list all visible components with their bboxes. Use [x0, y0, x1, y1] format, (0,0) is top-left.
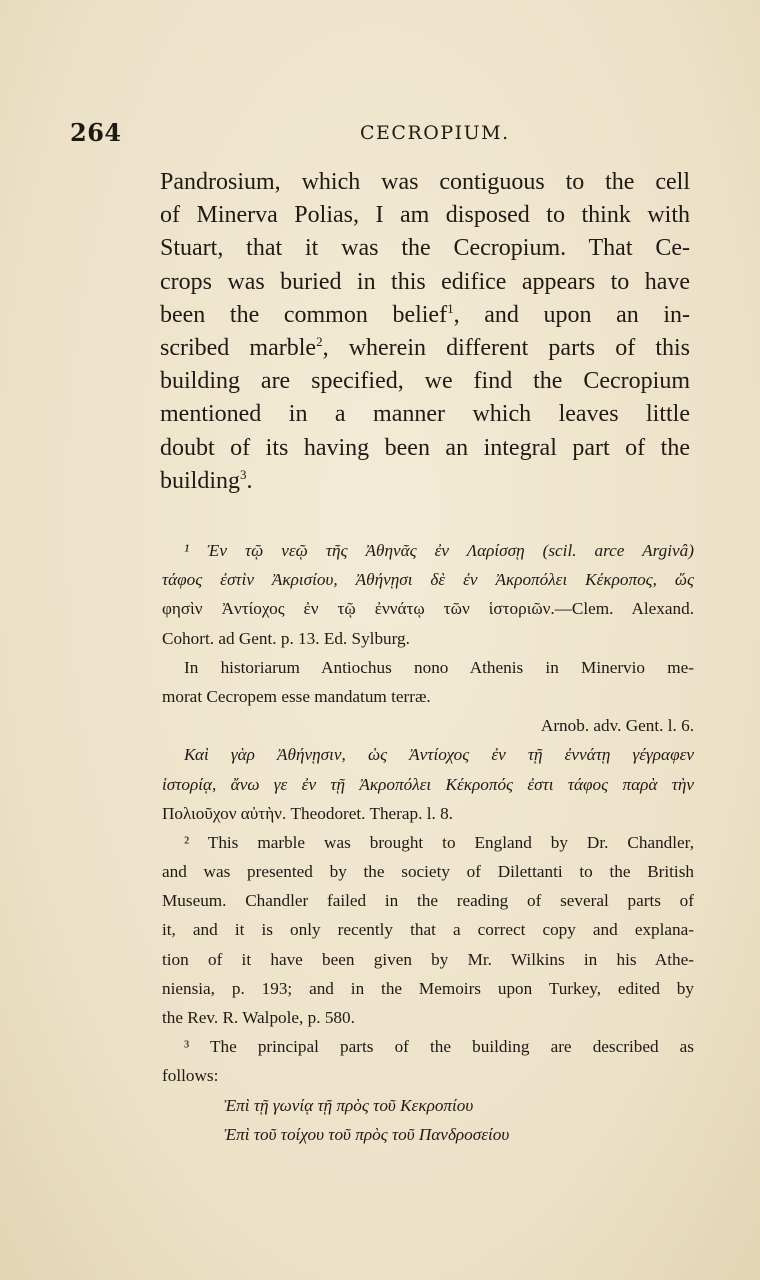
- text-line: building$^3$.: [160, 466, 253, 494]
- footnote-ref-3: 3: [240, 466, 247, 482]
- footnote-ref-1: 1: [447, 300, 454, 316]
- footnote-1-line: Καὶ γὰρ Ἀθήνῃσιν, ὡς Ἀντίοχος ἐν τῇ ἐννάτῃ γέγραφεν: [184, 745, 694, 765]
- footnote-1-line: φησὶν Ἀντίοχος ἐν τῷ ἐννάτῳ τῶν ἱστοριῶν.—Clem. Alexand.: [162, 599, 694, 619]
- footnotes: [162, 536, 694, 1149]
- text-line: doubt of its having been an integral part of the: [160, 434, 690, 461]
- footnote-1-line: Arnob. adv. Gent. l. 6.: [540, 716, 694, 736]
- footnote-2-line: Museum. Chandler failed in the reading of several parts of: [162, 891, 694, 911]
- footnote-1-line: Cohort. ad Gent. p. 13. Ed. Sylburg.: [162, 628, 410, 648]
- footnote-2-line: ² This marble was brought to England by Dr. Chandler,: [184, 832, 694, 852]
- text-line: scribed marble$^2$, wherein different parts of this: [160, 333, 690, 361]
- text-line: of Minerva Polias, I am disposed to think with: [160, 202, 690, 229]
- footnote-3-line: ³ The principal parts of the building are described as: [184, 1037, 694, 1057]
- footnote-2-line: niensia, p. 193; and in the Memoirs upon Turkey, edited by: [162, 978, 694, 998]
- page-header: [70, 118, 690, 150]
- footnote-2-line: it, and it is only recently that a correct copy and explana-: [162, 920, 694, 940]
- footnote-1-line: morat Cecropem esse mandatum terræ.: [162, 686, 431, 706]
- footnote-1-line: ¹ Ἐν τῷ νεῷ τῆς Ἀθηνᾶς ἐν Λαρίσσῃ (scil. arce Argivâ): [184, 541, 694, 560]
- running-head: CECROPIUM.: [360, 122, 510, 144]
- text-line: building are specified, we find the Cecropium: [160, 368, 690, 395]
- footnote-2-line: and was presented by the society of Dilettanti to the British: [162, 862, 694, 882]
- footnote-2-line: tion of it have been given by Mr. Wilkins in his Athe-: [162, 949, 694, 969]
- text-line: Pandrosium, which was contiguous to the cell: [160, 169, 690, 195]
- text-line: been the common belief$^1$, and upon an in-: [160, 300, 691, 328]
- main-text: [160, 166, 690, 498]
- footnote-3-line: follows:: [162, 1066, 219, 1086]
- footnote-1-line: Πολιοῦχον αὐτὴν. Theodoret. Therap. l. 8.: [162, 803, 453, 823]
- footnote-3-line: Ἐπὶ τοῦ τοίχου τοῦ πρὸς τοῦ Πανδροσείου: [224, 1124, 510, 1144]
- footnote-1-line: ἱστορίᾳ, ἄνω γε ἐν τῇ Ἀκροπόλει Κέκροπός ἐστι τάφος παρὰ τὴν: [162, 774, 694, 794]
- text-line: Stuart, that it was the Cecropium. That Ce-: [160, 235, 690, 262]
- footnote-ref-2: 2: [316, 333, 323, 349]
- footnote-1-line: In historiarum Antiochus nono Athenis in Minervio me-: [184, 657, 694, 677]
- text-line: mentioned in a manner which leaves little: [160, 401, 690, 428]
- footnote-3-line: Ἐπὶ τῇ γωνίᾳ τῇ πρὸς τοῦ Κεκροπίου: [224, 1095, 474, 1115]
- page-number: 264: [70, 118, 122, 147]
- footnote-2-line: the Rev. R. Walpole, p. 580.: [162, 1008, 355, 1027]
- text-line: crops was buried in this edifice appears to have: [160, 268, 690, 295]
- footnote-1-line: τάφος ἐστὶν Ἀκρισίου, Ἀθήνῃσι δὲ ἐν Ἀκροπόλει Κέκροπος, ὥς: [162, 570, 694, 590]
